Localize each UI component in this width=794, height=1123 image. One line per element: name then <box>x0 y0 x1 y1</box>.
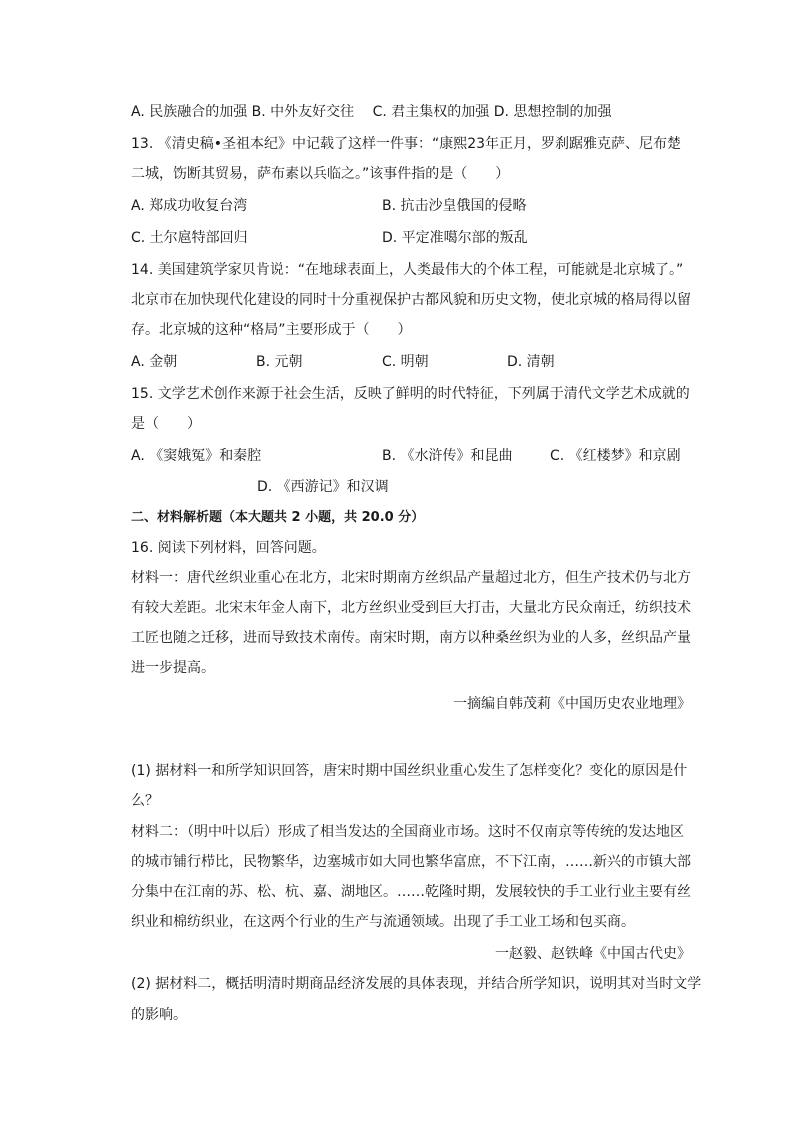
q13-stem-line-1: 13. 《清史稿•圣祖本纪》中记载了这样一件事：“康熙23年正月，罗刹踞雅克萨、尼布楚 <box>131 136 682 152</box>
q16-material-1-source: 一摘编自韩茂莉《中国历史农业地理》 <box>453 696 691 712</box>
q16-material-2-line-3: 分集中在江南的苏、松、杭、嘉、湖地区。……乾隆时期，发展较快的手工业行业主要有丝 <box>131 884 691 900</box>
q13-option-d[interactable]: D. 平定准噶尔部的叛乱 <box>382 230 528 246</box>
q16-intro: 16. 阅读下列材料，回答问题。 <box>131 540 326 556</box>
q15-option-b[interactable]: B. 《水浒传》和昆曲 <box>382 448 513 464</box>
q14-option-b[interactable]: B. 元朝 <box>256 354 303 370</box>
q15-stem-line-2: 是（ ） <box>131 416 201 432</box>
q16-material-1-line-2: 有较大差距。北宋末年金人南下，北方丝织业受到巨大打击，大量北方民众南迁，纺织技术 <box>131 600 691 616</box>
q14-option-a[interactable]: A. 金朝 <box>131 354 178 370</box>
q16-material-1-line-3: 工匠也随之迁移，进而导致技术南传。南宋时期，南方以种桑丝织为业的人多，丝织品产量 <box>131 630 691 646</box>
q16-sub-question-2-line-1: (2) 据材料二，概括明清时期商品经济发展的具体表现，并结合所学知识，说明其对当时文学 <box>131 976 702 992</box>
q14-option-d[interactable]: D. 清朝 <box>507 354 555 370</box>
q14-stem-line-2: 北京市在加快现代化建设的同时十分重视保护古都风貌和历史文物，使北京城的格局得以留 <box>131 292 691 308</box>
q13-option-b[interactable]: B. 抗击沙皇俄国的侵略 <box>382 198 527 214</box>
q16-material-2-line-1: 材料二：（明中叶以后）形成了相当发达的全国商业市场。这时不仅南京等传统的发达地区 <box>131 824 684 840</box>
q16-sub-question-1-line-2: 么？ <box>131 793 159 809</box>
q14-option-c[interactable]: C. 明朝 <box>382 354 429 370</box>
q16-material-2-line-2: 的城市铺行栉比，民物繁华，边塞城市如大同也繁华富庶，不下江南，……新兴的市镇大部 <box>131 854 691 870</box>
q16-material-1-line-1: 材料一：唐代丝织业重心在北方，北宋时期南方丝织品产量超过北方，但生产技术仍与北方 <box>131 570 691 586</box>
q14-stem-line-3: 存。北京城的这种“格局”主要形成于（ ） <box>131 322 412 338</box>
q12-options: A. 民族融合的加强 B. 中外友好交往 C. 君主集权的加强 D. 思想控制的加强 <box>131 104 612 120</box>
q13-stem-line-2: 二城，饬断其贸易，萨布素以兵临之。”该事件指的是（ ） <box>131 166 510 182</box>
q16-material-1-line-4: 进一步提高。 <box>131 660 215 676</box>
q16-material-2-line-4: 织业和棉纺织业，在这两个行业的生产与流通领域。出现了手工业工场和包买商。 <box>131 914 635 930</box>
q13-option-c[interactable]: C. 土尔扈特部回归 <box>131 230 248 246</box>
q15-option-c[interactable]: C. 《红楼梦》和京剧 <box>550 448 681 464</box>
q16-sub-question-2-line-2: 的影响。 <box>131 1007 187 1023</box>
q15-option-a[interactable]: A. 《窦娥冤》和秦腔 <box>131 448 262 464</box>
q16-sub-question-1-line-1: (1) 据材料一和所学知识回答，唐宋时期中国丝织业重心发生了怎样变化？变化的原因是什 <box>131 763 688 779</box>
section-heading: 二、材料解析题（本大题共 2 小题，共 20.0 分） <box>131 510 425 525</box>
q15-option-d[interactable]: D. 《西游记》和汉调 <box>257 479 389 495</box>
q16-material-2-source: 一赵毅、赵铁峰《中国古代史》 <box>495 946 691 962</box>
q13-option-a[interactable]: A. 郑成功收复台湾 <box>131 198 248 214</box>
q14-stem-line-1: 14. 美国建筑学家贝肯说：“在地球表面上，人类最伟大的个体工程，可能就是北京城了。” <box>131 262 684 278</box>
q15-stem-line-1: 15. 文学艺术创作来源于社会生活，反映了鲜明的时代特征，下列属于清代文学艺术成就的 <box>131 386 690 402</box>
